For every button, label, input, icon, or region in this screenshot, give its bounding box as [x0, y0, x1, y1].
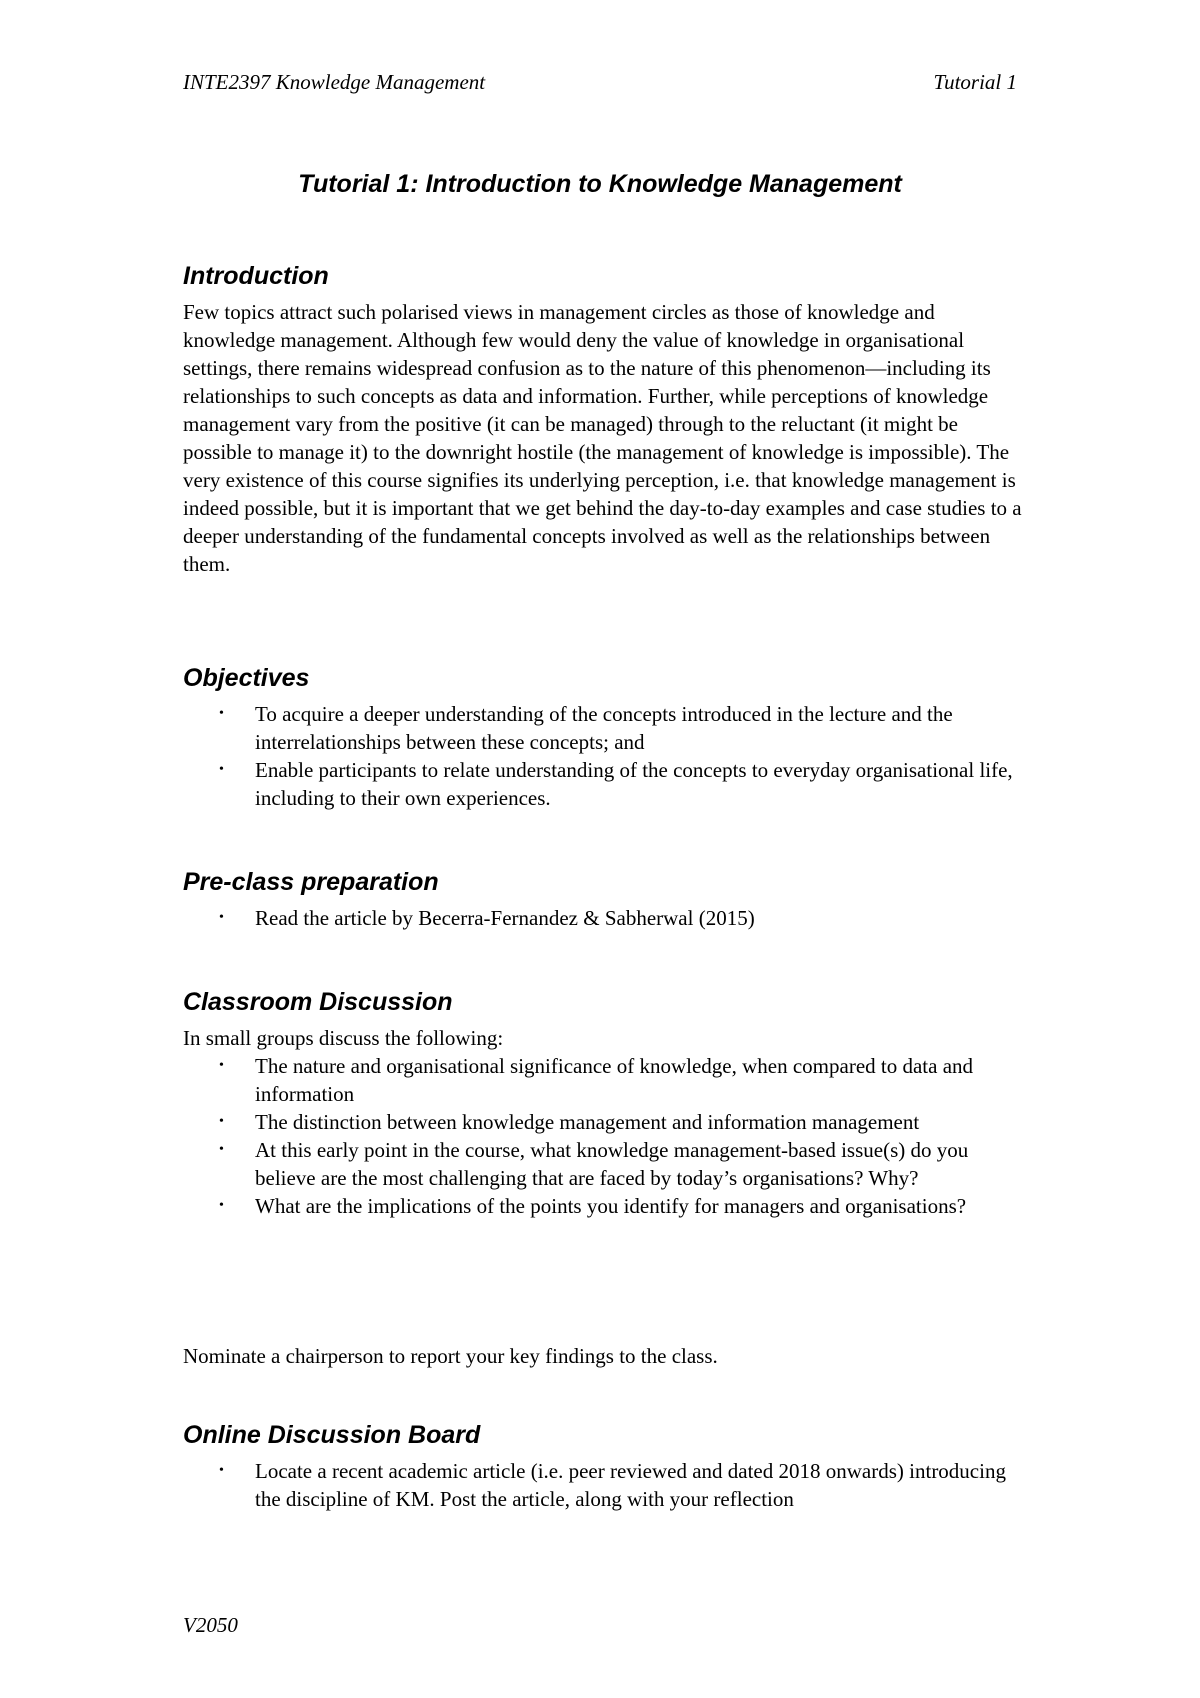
running-header	[183, 70, 1017, 100]
objectives-section	[183, 662, 1043, 812]
classroom-list	[183, 1052, 1043, 1220]
list-item	[183, 700, 1015, 756]
online-section	[183, 1419, 1043, 1513]
classroom-section	[183, 986, 1043, 1220]
preclass-section	[183, 866, 1043, 932]
document-title: Tutorial 1: Introduction to Knowledge Management	[298, 170, 902, 198]
list-item-text: The distinction between knowledge management and information management	[255, 1110, 920, 1134]
list-item	[183, 756, 1015, 812]
objectives-heading: Objectives	[183, 664, 310, 692]
bullet-icon: •	[219, 1463, 224, 1478]
list-item-text: Enable participants to relate understanding of the concepts to everyday organisational life, including to their own experiences.	[255, 758, 1013, 810]
bullet-icon: •	[219, 1198, 224, 1213]
list-item-text: To acquire a deeper understanding of the concepts introduced in the lecture and the interrelationships between these concepts; and	[255, 702, 953, 754]
list-item-text: What are the implications of the points you identify for managers and organisations?	[255, 1194, 967, 1218]
list-item-text: Read the article by Becerra-Fernandez & Sabherwal (2015)	[255, 906, 755, 930]
list-item	[183, 1457, 1015, 1513]
bullet-icon: •	[219, 1058, 224, 1073]
list-item	[183, 1108, 1015, 1136]
header-tutorial: Tutorial 1	[933, 70, 1017, 94]
list-item	[183, 1192, 1015, 1220]
list-item-text: The nature and organisational significance of knowledge, when compared to data and information	[255, 1054, 974, 1106]
bullet-icon: •	[219, 1114, 224, 1129]
preclass-heading: Pre-class preparation	[183, 868, 439, 896]
classroom-heading: Classroom Discussion	[183, 988, 453, 1016]
introduction-body: Few topics attract such polarised views in management circles as those of knowledge and knowledge management. Although few would deny the value of knowledge in organisational settings, there remains widespread confusion as to the nature of this phenomenon—including its relationships to such concepts as data and information. Further, while perceptions of knowledge management vary from the positive (it can be managed) through to the reluctant (it might be possible to manage it) to the downright hostile (the management of knowledge is impossible). The very existence of this course signifies its underlying perception, i.e. that knowledge management is indeed possible, but it is important that we get behind the day-to-day examples and case studies to a deeper understanding of the fundamental concepts involved as well as the relationships between them.	[183, 300, 1022, 576]
bullet-icon: •	[219, 762, 224, 777]
bullet-icon: •	[219, 910, 224, 925]
online-heading: Online Discussion Board	[183, 1421, 481, 1449]
classroom-closing: Nominate a chairperson to report your key findings to the class.	[183, 1344, 718, 1368]
introduction-heading: Introduction	[183, 262, 329, 290]
preclass-list	[183, 904, 1043, 932]
classroom-closing-section	[183, 1342, 1043, 1370]
objectives-list	[183, 700, 1043, 812]
introduction-section	[183, 260, 1043, 578]
list-item-text: At this early point in the course, what knowledge management-based issue(s) do you believe are the most challenging that are faced by today’s organisations? Why?	[255, 1138, 969, 1190]
bullet-icon: •	[219, 706, 224, 721]
list-item-text: Locate a recent academic article (i.e. peer reviewed and dated 2018 onwards) introducing the discipline of KM. Post the article, along with your reflection	[255, 1459, 1006, 1511]
list-item	[183, 1136, 1015, 1192]
online-list	[183, 1457, 1043, 1513]
header-course: INTE2397 Knowledge Management	[183, 70, 486, 94]
classroom-lead: In small groups discuss the following:	[183, 1026, 504, 1050]
list-item	[183, 904, 1015, 932]
bullet-icon: •	[219, 1142, 224, 1157]
list-item	[183, 1052, 1015, 1108]
running-footer: V2050	[183, 1613, 238, 1637]
